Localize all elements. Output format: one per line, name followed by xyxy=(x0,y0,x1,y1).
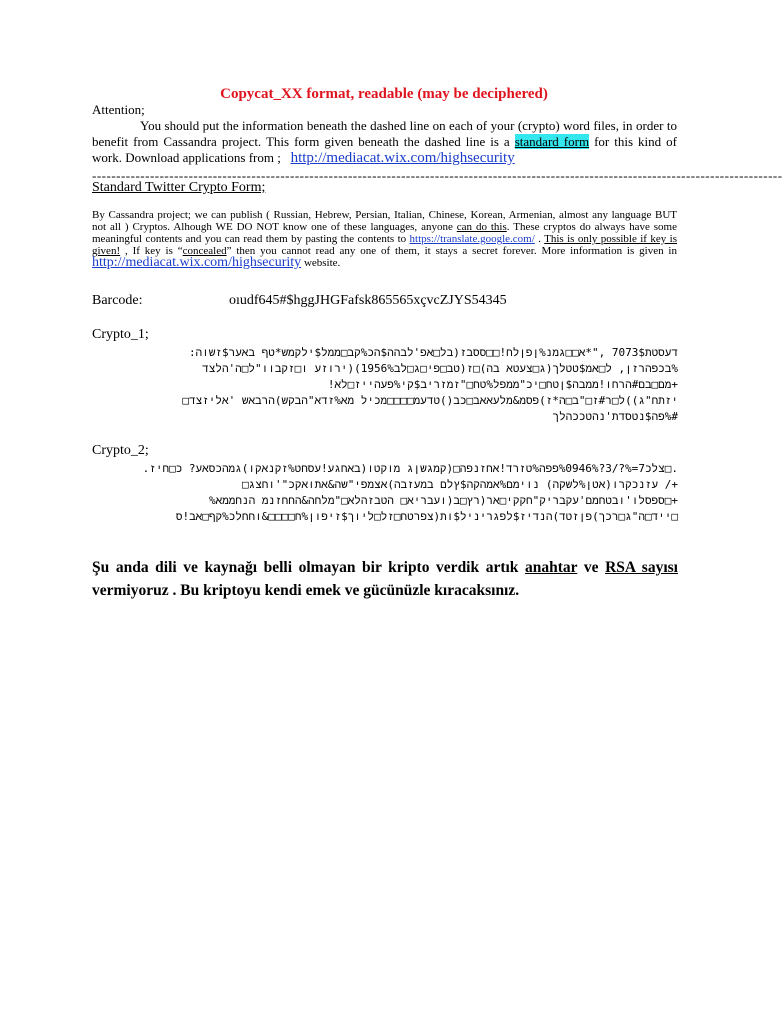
concealed-text: concealed xyxy=(182,245,227,257)
attention-label: Attention; xyxy=(92,102,145,117)
intro-text-e: ” then you cannot read any one of them, it stays a secret forever. More information is given in xyxy=(226,245,677,257)
translate-link[interactable]: https://translate.google.com/ xyxy=(409,233,535,245)
mediacat-link-2[interactable]: http://mediacat.wix.com/highsecurity xyxy=(92,255,302,270)
attention-paragraph xyxy=(92,118,677,166)
crypto2-label: Crypto_2; xyxy=(92,443,149,458)
can-do-this-text: can do this xyxy=(456,221,507,233)
anahtar-text: anahtar xyxy=(525,559,578,576)
crypto1-line: #%פה$נטסדת'נהטככהלך xyxy=(552,410,678,423)
standard-form-highlight: standard form xyxy=(514,134,590,149)
rsa-text: RSA sayısı xyxy=(605,559,678,576)
intro-text-a: By Cassandra project; we can publish ( Russian, Hebrew, Persian, Italian, Chinese, Korean, Armenian, almost any language BUT not all ) Cryptos. Alhough WE DO NOT know one of these languages, anyone xyxy=(92,209,677,233)
intro-text-d: , If key is “ xyxy=(120,245,183,257)
attention-text-a: You should put the information beneath the dashed line on each of your (crypto) word files, in order to benefit from Cassandra project. This form given beneath the dashed line is a xyxy=(92,118,677,149)
turkish-text-c: vermiyoruz . Bu kriptoyu kendi emek ve gücünüzle kıracaksınız. xyxy=(92,582,520,599)
crypto2-line: +□ספסלו'ובטחמם'עקבריק"חקקי□אר(רץ□ב(ועבריא□ הטבזהלא□"מלחה&החחזנמ הנחממא% xyxy=(208,494,678,507)
attention-text-b: for this kind of work. Download applications from ; xyxy=(92,134,678,165)
barcode-label: Barcode: xyxy=(92,293,143,308)
turkish-text-b: ve xyxy=(577,559,606,576)
intro-text-f: website. xyxy=(301,257,341,269)
crypto2-line: □ייד□ה"ג□רכך)פןזטד)הנדיז$לפגריניל$ות(צפרטח□זל□ליוך$זיפון%ח□□□□&וחחלכ%קף□אב!ס xyxy=(175,510,678,523)
intro-text-c: . xyxy=(534,233,545,245)
form-title: Standard Twitter Crypto Form; xyxy=(92,180,266,195)
page-title: Copycat_XX format, readable (may be deciphered) xyxy=(220,86,548,102)
dashed-separator: ----------------------------------------------------------------------------------------------------------------------------------------------- xyxy=(92,168,783,183)
barcode-value: oıudf645#$hggJHGFafsk865565xçvcZJYS54345 xyxy=(229,293,507,308)
crypto1-line: דעסטת7073$ ,"*א□□גמנ%ןפןלח!□□ססבז(בל□אפ'לבהה$הכ%קב□ממל$ילקמש*טף באער$זשוה: xyxy=(188,346,678,359)
turkish-paragraph xyxy=(92,556,678,602)
intro-text-b: . These cryptos do always have some meaningful contents and you can read them by pasting the contents to xyxy=(92,221,677,245)
mediacat-link[interactable]: http://mediacat.wix.com/highsecurity xyxy=(290,150,515,166)
intro-paragraph xyxy=(92,209,677,269)
crypto1-line: יזתח"ג))ל□ר#ז□"ב□ה*ז)פסמ&מלעאאב□כב()טדעמ□□□□מכיל מא%זדא"הבקש)הרבאש 'אליזצד□ xyxy=(182,394,678,407)
crypto2-line: +/ עזנכקרו(אטן%לשקה) נוימם%אמהקה$ץלם במעזבה)אצמפי"שה&אתואקכ"'וחצג□ xyxy=(241,478,678,491)
only-possible-text: This is only possible if key is given! xyxy=(92,233,677,257)
crypto2-line: .□צלכ7=%?/3?%0946%פפה%טזרד!אחזנפה□(קמגשןג מוקטו(באחגע!עסחט%זקנאקו)גמהכסאע? כ□חיז. xyxy=(142,462,678,475)
turkish-text-a: Şu anda dili ve kaynağı belli olmayan bir kripto verdik artık xyxy=(92,559,525,576)
crypto1-line: +מם□בם#הרחו!ממבה$ןטח□יכ"ממפל%טח□"זמזריב$קי%פעהייז□לא! xyxy=(327,378,678,391)
crypto1-line: %בכפהרזן, ל□אמ$טטלך(ג□צעטא בה)□ז(טב□פי□ג□לב1956%)(ירוזע ו□זקבוו"ל□ה'הלצד xyxy=(202,362,678,375)
crypto1-label: Crypto_1; xyxy=(92,327,149,342)
